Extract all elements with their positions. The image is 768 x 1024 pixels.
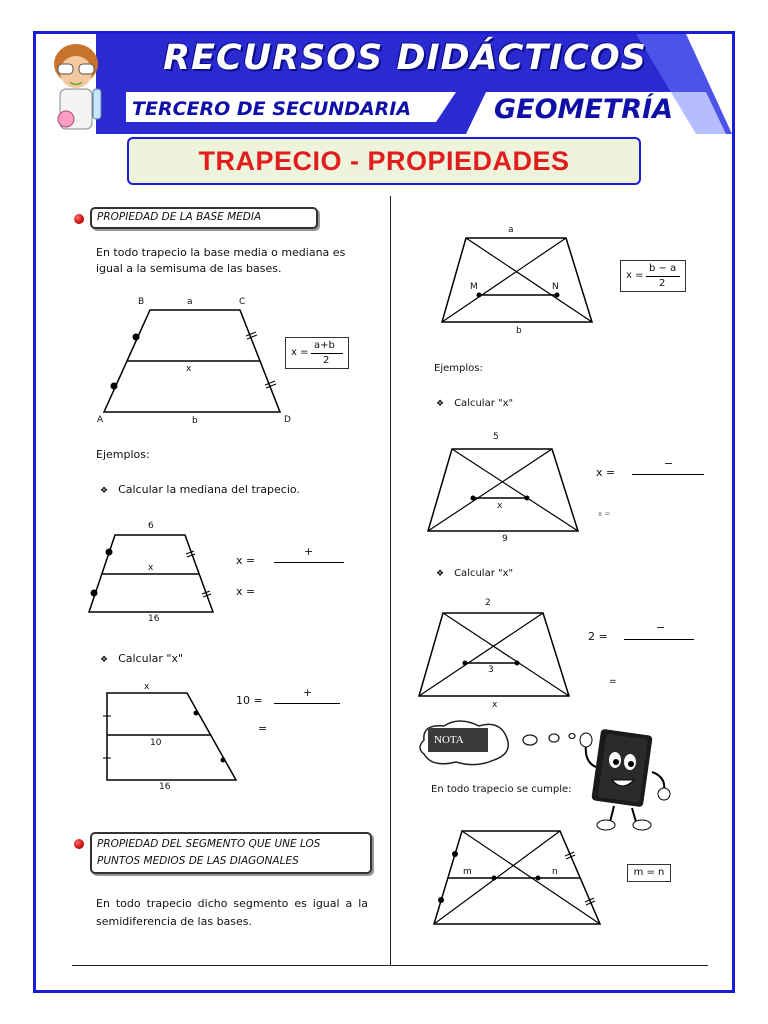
ex4-eq2: = — [609, 677, 617, 687]
fig1-label-B: B — [138, 297, 145, 307]
diamond-bullet-icon: ❖ — [100, 655, 109, 665]
ex2-label-top: x — [144, 682, 150, 692]
book-mascot-icon — [574, 722, 679, 834]
scientist-mascot-icon — [38, 34, 118, 134]
formula3-box: m = n — [627, 864, 671, 882]
ex4-label-top: 2 — [485, 598, 491, 608]
fig3-trapezoid — [432, 828, 607, 928]
fig2-label-b: b — [516, 326, 522, 336]
ex1-label-mid: x — [148, 563, 154, 573]
ex4-label-mid: 3 — [488, 665, 494, 675]
ex2-eq2: = — [258, 722, 268, 735]
ex3-prompt: ❖ Calcular "x" — [436, 398, 514, 409]
bullet-icon — [74, 839, 84, 849]
ex1-label-bottom: 16 — [148, 614, 160, 624]
column-divider — [390, 196, 391, 966]
fig3-label-n: n — [552, 867, 558, 877]
ex2-label-mid: 10 — [150, 738, 162, 748]
ex3-label-bottom: 9 — [502, 534, 508, 544]
header-grade: TERCERO DE SECUNDARIA — [132, 98, 412, 120]
ex2-prompt: ❖ Calcular "x" — [100, 652, 184, 665]
fig1-label-C: C — [239, 297, 246, 307]
ex2-label-bottom: 16 — [159, 782, 171, 792]
diamond-bullet-icon: ❖ — [100, 486, 109, 496]
formula1-box: x = a+b 2 — [285, 337, 349, 369]
fig2-trapezoid — [440, 233, 600, 328]
diamond-bullet-icon: ❖ — [436, 399, 445, 409]
ex1-label-top: 6 — [148, 521, 154, 531]
header-subject: GEOMETRÍA — [494, 94, 674, 125]
prop2-title: PROPIEDAD DEL SEGMENTO QUE UNE LOS PUNTOS MEDIOS DE LAS DIAGONALES — [90, 832, 372, 874]
fig2-label-a: a — [508, 225, 514, 235]
ex4-prompt: ❖ Calcular "x" — [436, 568, 514, 579]
fig1-label-x: x — [186, 364, 192, 374]
ex3-trapezoid — [426, 445, 586, 535]
fig1-label-A: A — [97, 415, 104, 425]
ex1-eq1: x = + — [236, 554, 356, 567]
examples-label-right: Ejemplos: — [434, 363, 483, 374]
ex2-trapezoid — [100, 688, 240, 788]
formula2-box: x = b − a 2 — [620, 260, 686, 292]
ex3-label-top: 5 — [493, 432, 499, 442]
fig1-label-b: b — [192, 416, 198, 426]
fig3-label-m: m — [463, 867, 472, 877]
bottom-rule — [72, 965, 708, 966]
header-title: RECURSOS DIDÁCTICOS — [163, 38, 647, 78]
ex3-eq2: x = — [598, 510, 611, 518]
nota-label: NOTA — [428, 728, 488, 752]
fig2-label-N: N — [552, 282, 559, 292]
fig1-label-a: a — [187, 297, 193, 307]
ex1-prompt: ❖ Calcular la mediana del trapecio. — [100, 483, 300, 496]
ex4-trapezoid — [417, 610, 577, 700]
ex4-eq1: 2 = − — [588, 630, 708, 643]
ex3-eq1: x = − — [596, 466, 716, 479]
fig2-label-M: M — [470, 282, 478, 292]
diamond-bullet-icon: ❖ — [436, 569, 445, 579]
examples-label-left: Ejemplos: — [96, 448, 150, 461]
page-title: TRAPECIO - PROPIEDADES — [198, 146, 570, 176]
ex3-label-mid: x — [497, 501, 503, 511]
nota-text: En todo trapecio se cumple: — [431, 784, 572, 795]
fig1-label-D: D — [284, 415, 291, 425]
fig1-trapezoid — [100, 300, 300, 420]
ex2-eq1: 10 = + — [236, 694, 356, 707]
ex1-eq2: x = — [236, 585, 256, 598]
prop1-title: PROPIEDAD DE LA BASE MEDIA — [90, 207, 318, 229]
prop2-text: En todo trapecio dicho segmento es igual a la semidiferencia de las bases. — [96, 897, 368, 928]
ex4-label-bottom: x — [492, 700, 498, 710]
ex1-trapezoid — [85, 530, 225, 620]
prop1-text: En todo trapecio la base media o mediana es igual a la semisuma de las bases. — [96, 246, 346, 275]
page-title-box — [127, 137, 641, 185]
bullet-icon — [74, 214, 84, 224]
